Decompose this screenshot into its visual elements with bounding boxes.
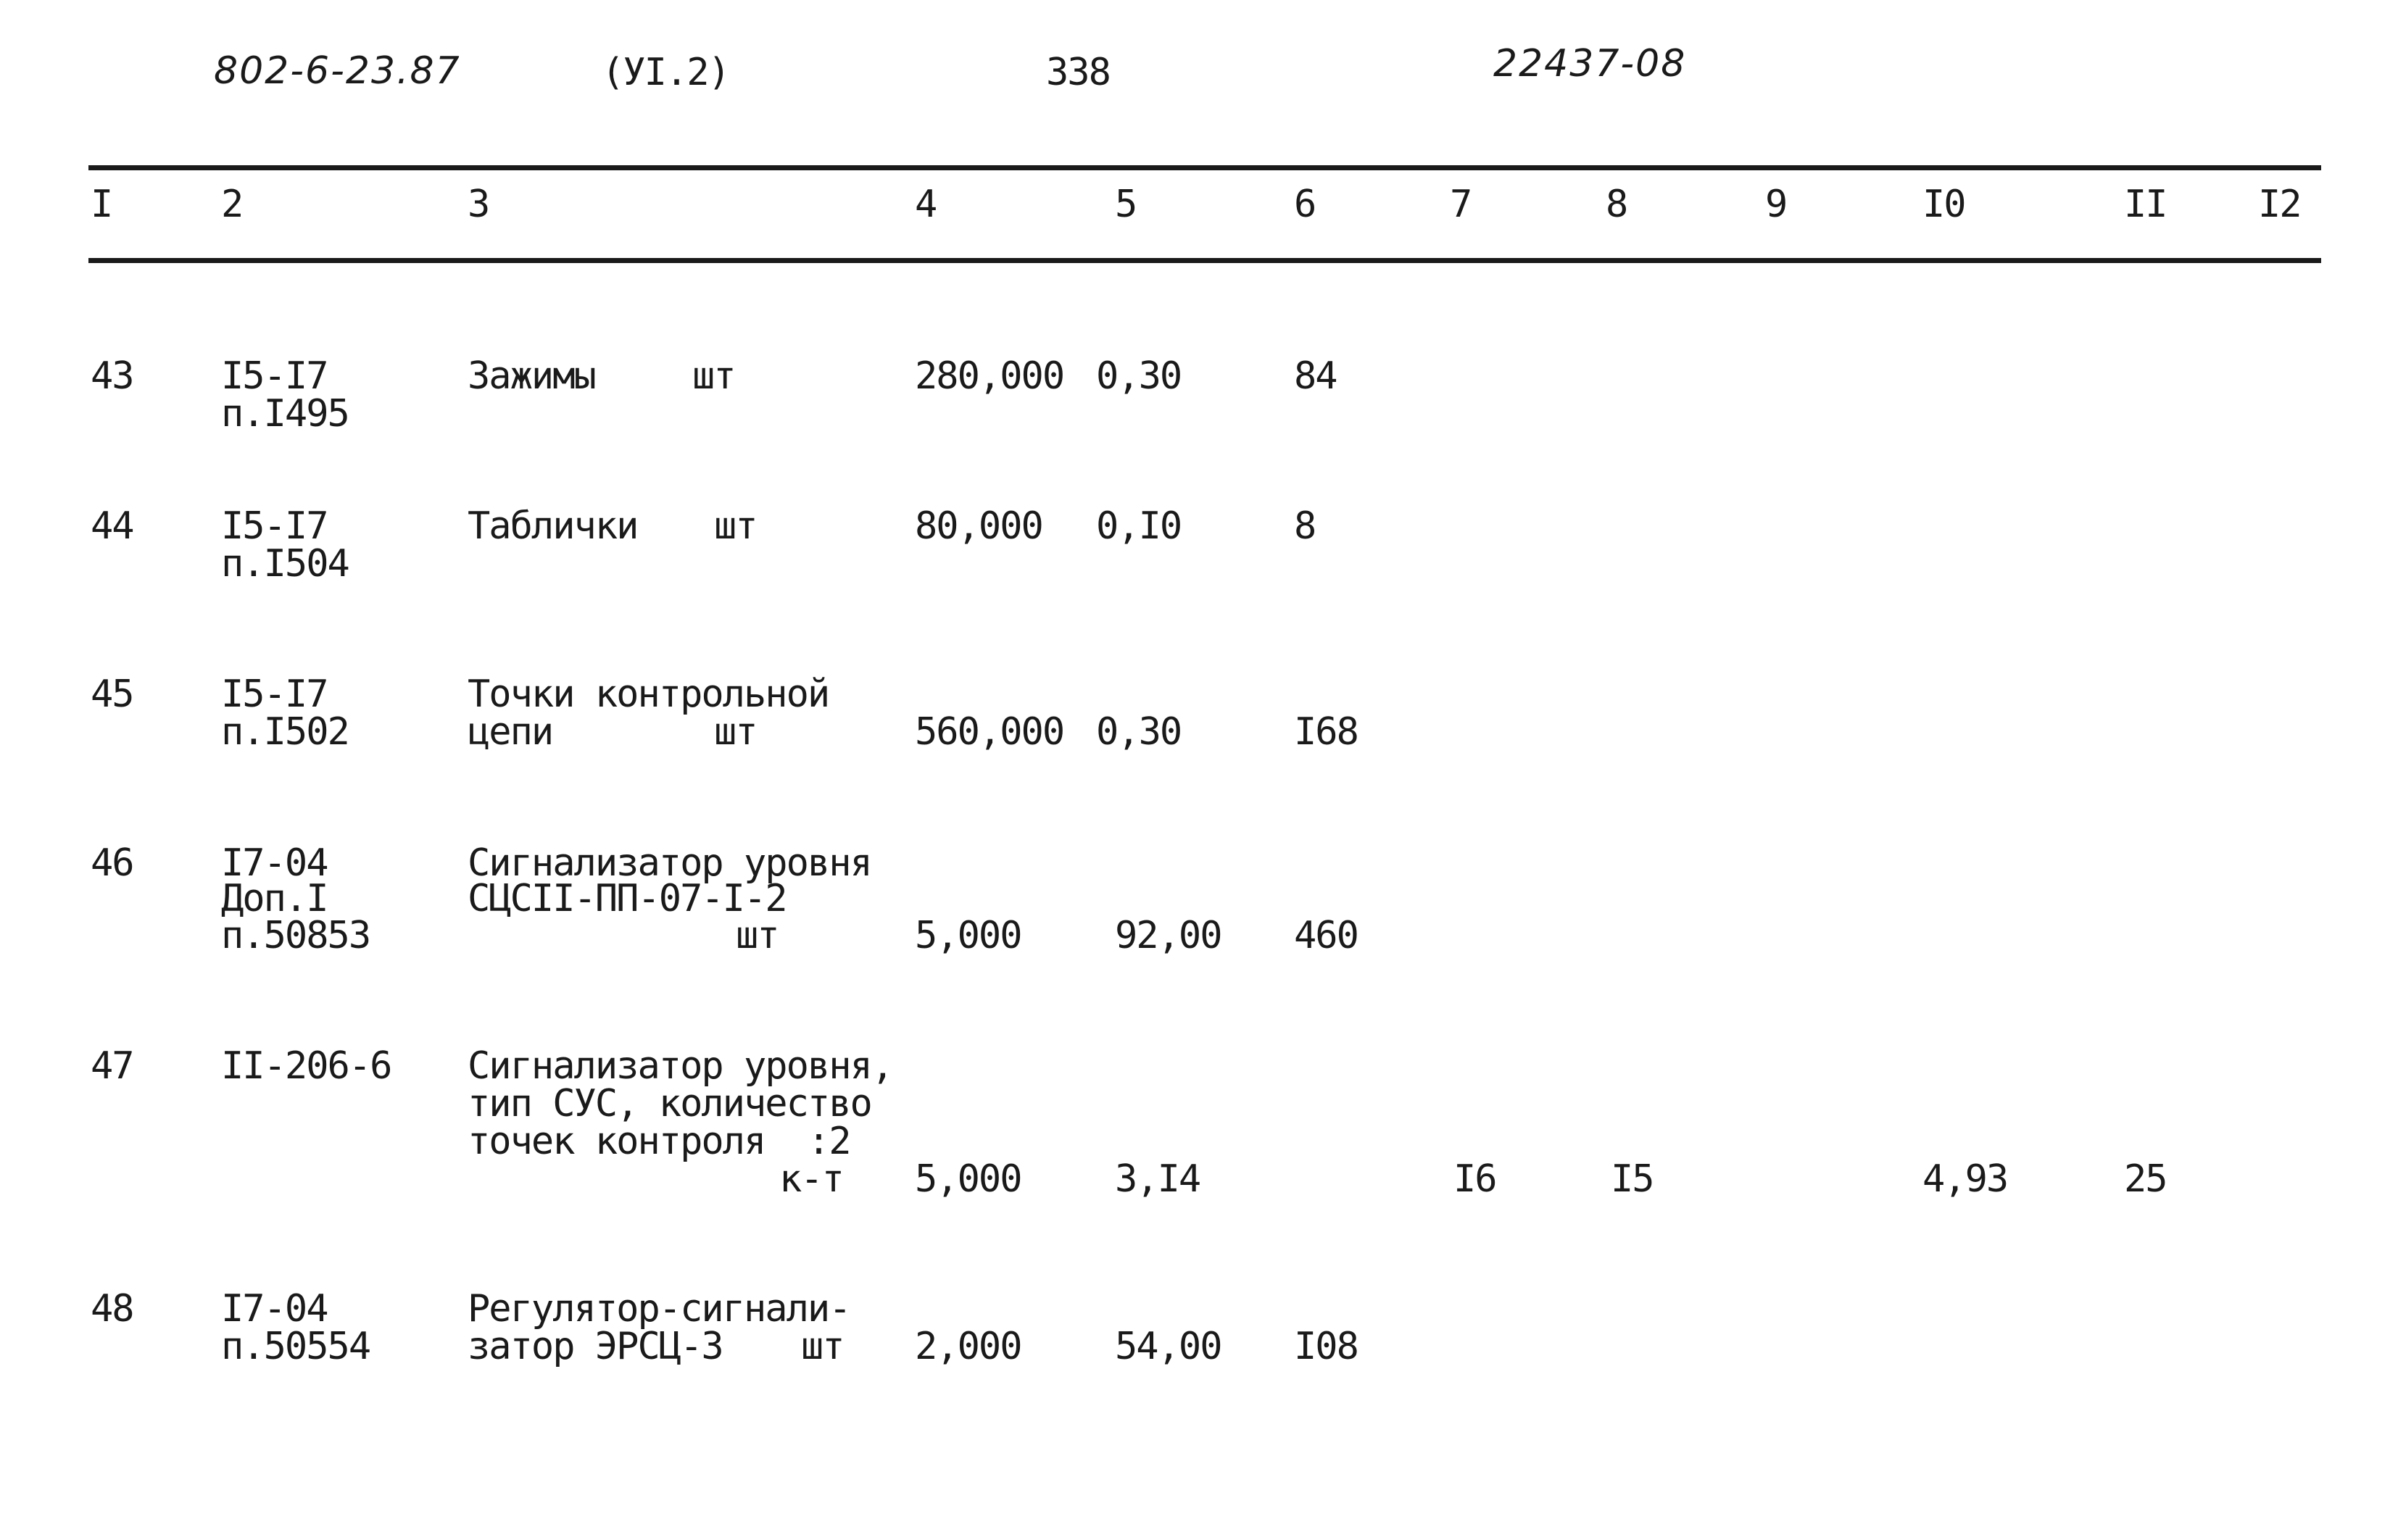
unit: к-т (779, 1157, 843, 1201)
item-name: затор ЭРСЦ-3 (468, 1325, 723, 1368)
column-header: 4 (915, 183, 937, 226)
column-header: 5 (1115, 183, 1137, 226)
col7-value: I6 (1453, 1157, 1496, 1201)
total-value: I68 (1294, 710, 1358, 754)
quantity: 2,000 (915, 1325, 1021, 1368)
unit-value: 92,00 (1115, 914, 1221, 957)
item-name: Сигнализатор уровня, (468, 1044, 893, 1088)
item-name: Точки контрольной (468, 673, 829, 716)
total-value: 460 (1294, 914, 1358, 957)
quantity: 280,000 (915, 354, 1064, 398)
column-header: 9 (1765, 183, 1787, 226)
item-name: СЦСII-ПП-07-I-2 (468, 877, 787, 920)
row-number: 47 (91, 1044, 133, 1088)
unit-value: 0,30 (1096, 354, 1182, 398)
column-header: II (2124, 183, 2167, 226)
unit-value: 0,30 (1096, 710, 1182, 754)
rate-reference: п.50554 (221, 1325, 370, 1368)
item-name: Сигнализатор уровня (468, 841, 871, 885)
row-number: 48 (91, 1287, 133, 1331)
quantity: 5,000 (915, 914, 1021, 957)
unit: шт (801, 1325, 844, 1368)
rate-reference: I7-04 (221, 1287, 328, 1331)
row-number: 45 (91, 673, 133, 716)
unit-value: 0,I0 (1096, 504, 1182, 548)
col8-value: I5 (1611, 1157, 1654, 1201)
item-name: Таблички (468, 504, 638, 548)
rate-reference: I5-I7 (221, 354, 328, 398)
table-top-rule (88, 165, 2321, 170)
unit: шт (714, 504, 757, 548)
column-header: 7 (1450, 183, 1472, 226)
header-bottom-rule (88, 258, 2321, 263)
quantity: 80,000 (915, 504, 1042, 548)
unit-value: 54,00 (1115, 1325, 1221, 1368)
unit: шт (714, 710, 757, 754)
rate-reference: п.I504 (221, 542, 349, 586)
item-name: Зажимы (468, 354, 595, 398)
column-header: 8 (1606, 183, 1627, 226)
quantity: 560,000 (915, 710, 1064, 754)
quantity: 5,000 (915, 1157, 1021, 1201)
item-name: тип СУС, количество (468, 1082, 871, 1125)
column-header: 2 (221, 183, 243, 226)
rate-reference: п.50853 (221, 914, 370, 957)
row-number: 44 (91, 504, 133, 548)
item-name: цепи (468, 710, 553, 754)
rate-reference: II-206-6 (221, 1044, 391, 1088)
section-label: (УI.2) (602, 51, 729, 94)
doc-code: 802-6-23.87 (214, 49, 461, 93)
total-value: I08 (1294, 1325, 1358, 1368)
rate-reference: I7-04 (221, 841, 328, 885)
column-header: I2 (2258, 183, 2301, 226)
rate-reference: п.I495 (221, 392, 349, 436)
column-header: 3 (468, 183, 489, 226)
rate-reference: Доп.I (221, 877, 328, 920)
col11-value: 25 (2124, 1157, 2167, 1201)
rate-reference: п.I502 (221, 710, 349, 754)
item-name: точек контроля :2 (468, 1120, 850, 1163)
column-header: I (91, 183, 112, 226)
item-name: Регулятор-сигнали- (468, 1287, 850, 1331)
total-value: 8 (1294, 504, 1316, 548)
unit-value: 3,I4 (1115, 1157, 1200, 1201)
page-number: 338 (1046, 51, 1110, 94)
unit: шт (736, 914, 779, 957)
column-header: I0 (1922, 183, 1965, 226)
rate-reference: I5-I7 (221, 504, 328, 548)
row-number: 43 (91, 354, 133, 398)
sheet-code: 22437-08 (1493, 42, 1687, 86)
column-header: 6 (1294, 183, 1316, 226)
total-value: 84 (1294, 354, 1337, 398)
rate-reference: I5-I7 (221, 673, 328, 716)
row-number: 46 (91, 841, 133, 885)
col10-value: 4,93 (1922, 1157, 2008, 1201)
unit: шт (692, 354, 735, 398)
